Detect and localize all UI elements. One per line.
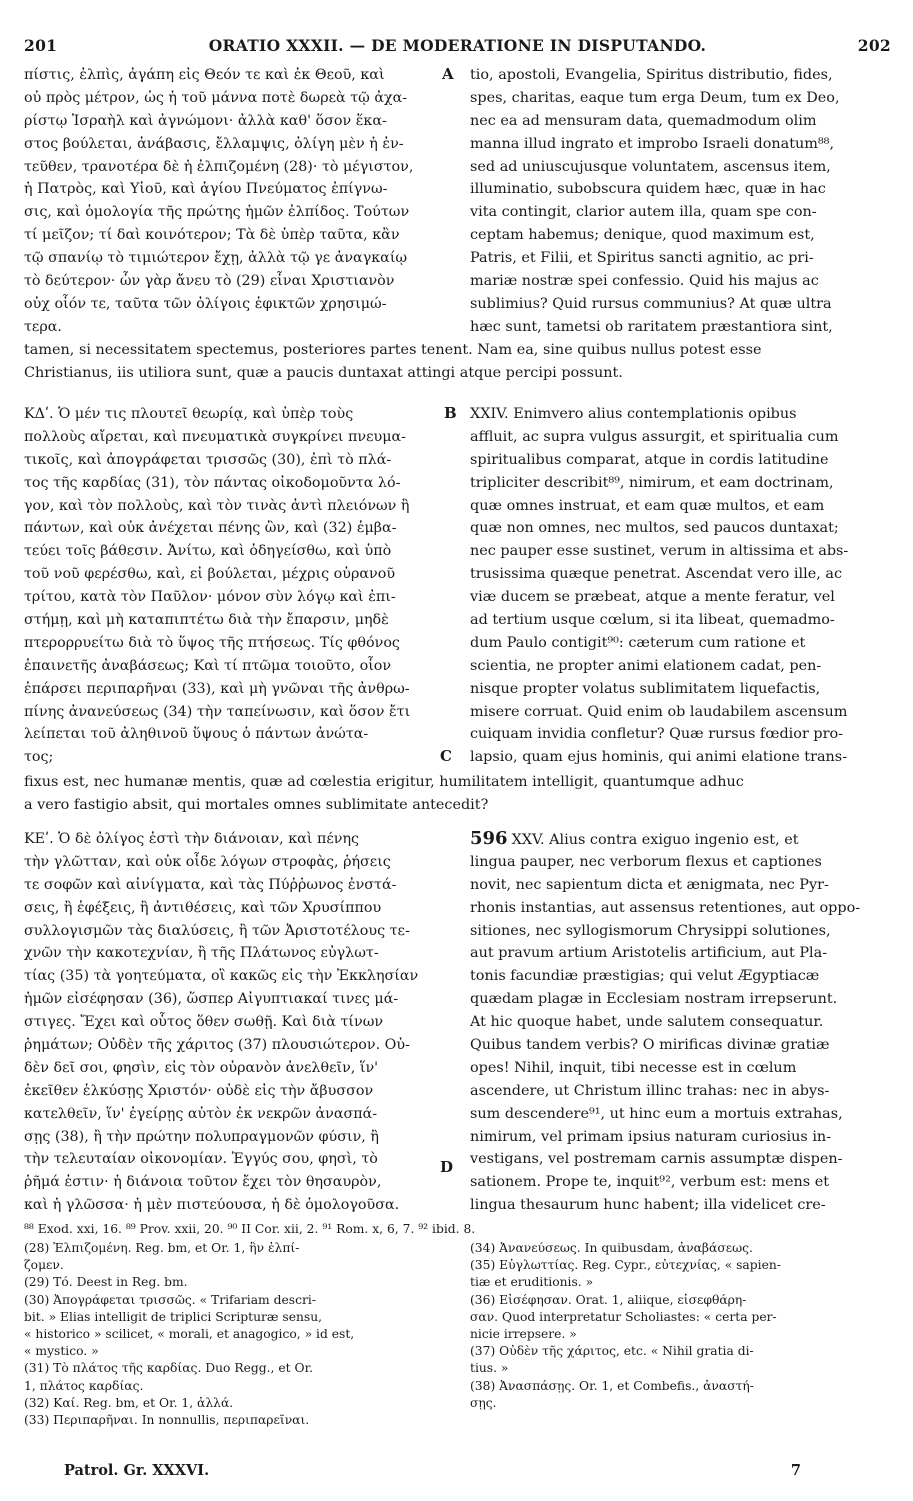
text-line: πίνης ἀνανεύσεως (34) τὴν ταπείνωσιν, καὶ ὅσον ἔτι [24,703,411,720]
text-line: lapsio, quam ejus hominis, qui animi elatione trans- [470,749,848,766]
text-line: τῷ σπανίῳ τὸ τιμιώτερον ἔχῃ, ἀλλὰ τῷ γε ἀναγκαίῳ [24,250,408,267]
text-line: ascendere, ut Christum illinc trahas: nec in abys- [470,1082,830,1099]
text-line: ἐκεῖθεν ἑλκύσῃς Χριστόν· οὐδὲ εἰς τὴν ἄβυσσον [24,1082,374,1099]
text-line: Christianus, iis utiliora sunt, quæ a paucis duntaxat attingi atque percipi possunt. [24,364,623,381]
text-line: lingua thesaurum hunc habent; illa videlicet cre- [470,1197,826,1214]
greek-text-section-1 [24,64,452,339]
text-line: (33) Περιπαρῆναι. In nonnullis, περιπαρεῖναι. [24,1412,310,1427]
margin-letter-d: D [440,1158,454,1176]
text-line: πάντων, καὶ οὐκ ἀνέχεται πένης ὢν, καὶ (32) ἐμβα- [24,520,397,537]
text-line: (32) Καί. Reg. bm, et Or. 1, ἀλλά. [24,1395,234,1410]
text-line: quædam plagæ in Ecclesiam nostram irrepserunt. [470,991,838,1008]
text-line: στιγες. Ἔχει καὶ οὗτος ὅθεν σωθῇ. Καὶ διὰ τίνων [24,1014,384,1031]
text-line [470,828,898,851]
text-line: τὴν γλῶτταν, καὶ οὐκ οἶδε λόγων στροφὰς, ῥήσεις [24,853,391,870]
text-line: lingua pauper, nec verborum flexus et captiones [470,853,822,870]
text-line: ῥημάτων; Οὐδὲν τῆς χάριτος (37) πλουσιώτερον. Οὐ- [24,1037,410,1054]
footnotes-right [470,1240,898,1412]
footer-signature: 7 [790,1462,801,1479]
text-line: a vero fastigio absit, qui mortales omnes sublimitate antecedit? [24,796,489,813]
text-line: τος; [24,749,54,766]
page-footer [24,1462,891,1486]
text-line: Quibus tandem verbis? O mirificas divinæ gratiæ [470,1037,830,1054]
text-line: ἡ Πατρὸς, καὶ Υἱοῦ, καὶ ἁγίου Πνεύματος ἐπίγνω- [24,181,388,198]
text-line: ΚΔʹ. Ὁ μέν τις πλουτεῖ θεωρίᾳ, καὶ ὑπὲρ τοὺς [24,406,354,422]
text-line: τί μεῖζον; τί δαὶ κοινότερον; Τὰ δὲ ὑπὲρ ταῦτα, κἂν [24,227,400,244]
text-line: ΚΕʹ. Ὁ δὲ ὀλίγος ἐστὶ τὴν διάνοιαν, καὶ πένης [24,831,360,847]
text-line: quæ omnes instruat, et eam quæ multos, et eam [470,497,825,514]
text-line: misere corruat. Quid enim ob laudabilem ascensum [470,703,848,720]
text-line: nicie irrepsere. » [470,1326,577,1341]
greek-text-section-3 [24,828,452,1217]
text-line: ρίστῳ Ἰσραὴλ καὶ ἀγνώμονι· ἀλλὰ καθ' ὅσον ἕκα- [24,112,387,129]
margin-letter-a: A [442,65,454,83]
text-line: ἐπάρσει περιπαρῆναι (33), καὶ μὴ γνῶναι τῆς ἀνθρω- [24,680,410,697]
text-line: Patris, et Filii, et Spiritus sancti agnitio, ac pri- [470,250,814,267]
text-line: οὐχ οἷόν τε, ταῦτα τῶν ὀλίγοις ἐφικτῶν χρησιμώ- [24,295,387,312]
text-line: τοῦ νοῦ φερέσθω, καὶ, εἰ βούλεται, μέχρις οὐρανοῦ [24,566,396,583]
text-line: sitiones, nec syllogismorum Chrysippi solutiones, [470,922,831,939]
text-line: 1, πλάτος καρδίας. [24,1378,144,1393]
text-line: viæ ducem se præbeat, atque a mente feratur, vel [470,589,835,606]
margin-letter-c: C [440,747,452,765]
text-line: (30) Ἀπογράφεται τρισσῶς. « Trifariam descri- [24,1292,316,1307]
text-line: σις, καὶ ὁμολογία τῆς πρώτης ἡμῶν ἐλπίδος. Τούτων [24,204,410,221]
text-line: συλλογισμῶν τὰς διαλύσεις, ἢ τῶν Ἀριστοτέλους τε- [24,922,410,939]
text-line: XXIV. Enimvero alius contemplationis opibus [470,406,797,422]
text-line: στήμῃ, καὶ μὴ καταπιπτέτω διὰ τὴν ἔπαρσιν, μηδὲ [24,612,389,629]
text-line: τὸ δεύτερον· ὧν γὰρ ἄνευ τὸ (29) εἶναι Χριστιανὸν [24,273,395,290]
text-line: χνῶν τὴν κακοτεχνίαν, ἢ τῆς Πλάτωνος εὐγλωτ- [24,945,379,962]
text-line: ῥῆμά ἐστιν· ἡ διάνοια τοῦτον ἔχει τὸν θησαυρὸν, [24,1174,382,1191]
text-line: tripliciter describit⁸⁹, nimirum, et eam doctrinam, [470,474,834,491]
text-line: σῃς (38), ἢ τὴν πρώτην πολυπραγμονῶν φύσιν, ἢ [24,1128,379,1145]
text-line: cuiquam invidia confletur? Quæ rursus fœdior pro- [470,726,844,743]
text-line: vita contingit, clarior autem illa, quam spe con- [470,204,817,221]
text-line: δὲν δεῖ σοι, φησὶν, εἰς τὸν οὐρανὸν ἀνελθεῖν, ἵν' [24,1059,379,1076]
text-line: spiritualibus comparat, atque in cordis latitudine [470,451,829,468]
latin-text-section-1 [470,64,898,339]
text-line: quæ non omnes, nec multos, sed paucos duntaxat; [470,520,839,537]
text-line: στος βούλεται, ἀνάβασις, ἔλλαμψις, ὀλίγη μὲν ἡ ἐν- [24,135,404,152]
text-line: τίας (35) τὰ γοητεύματα, οἳ κακῶς εἰς τὴν Ἐκκλησίαν [24,968,419,985]
text-line: nec pauper esse sustinet, verum in altissima et abs- [470,543,849,560]
text-line: σεις, ἢ ἐφέξεις, ἢ ἀντιθέσεις, καὶ τῶν Χρυσίππου [24,899,382,916]
text-line: « historico » scilicet, « morali, et anagogico, » id est, [24,1326,355,1341]
right-page-number: 202 [857,36,891,55]
text-line: τὴν τελευταίαν οἰκονομίαν. Ἐγγύς σου, φησὶ, τὸ [24,1151,378,1168]
text-line: (28) Ἐλπιζομένη. Reg. bm, et Or. 1, ἣν ἐλπί- [24,1241,300,1255]
text-line: τος τῆς καρδίας (31), τὸν πάντας οἰκοδομοῦντα λό- [24,474,401,491]
greek-text-section-2 [24,403,452,769]
text-line: vestigans, vel postremam carnis assumptæ dispen- [470,1151,843,1168]
text-line: novit, nec sapientum dicta et ænigmata, nec Pyr- [470,876,829,893]
text-line: ad tertium usque cœlum, si ita libeat, quemadmo- [470,612,835,629]
text-line: « mystico. » [24,1344,99,1359]
text-line: nisque propter volatus sublimitatem liquefactis, [470,680,821,697]
text-line: trusissima quæque penetrat. Ascendat vero ille, ac [470,566,842,583]
text-line: (38) Ἀνασπάσῃς. Or. 1, et Combefis., ἀναστή- [470,1378,754,1393]
text-line: τικοῖς, καὶ ἀπογράφεται τρισσῶς (30), ἐπὶ τὸ πλά- [24,451,392,468]
text-line: tonis facundiæ præstigias; qui velut Ægyptiacæ [470,968,820,985]
text-line: illuminatio, subobscura quidem hæc, quæ in hac [470,181,826,198]
latin-full-width-2 [24,771,898,817]
left-page-number: 201 [24,36,58,55]
text-line: rhonis instantias, aut assensus retentiones, aut oppo- [470,899,861,916]
text-line: opes! Nihil, inquit, tibi necesse est in cœlum [470,1059,797,1076]
text-line: sationem. Prope te, inquit⁹², verbum est: mens et [470,1174,830,1191]
text-line: nec ea ad mensuram data, quemadmodum olim [470,112,817,129]
footnotes-left [24,1240,454,1429]
text-line: scientia, ne propter animi elationem cadat, pen- [470,657,822,674]
text-line: πτερορρυείτω διὰ τὸ ὕψος τῆς πτήσεως. Τίς φθόνος [24,634,400,651]
text-line: (31) Τὸ πλάτος τῆς καρδίας. Duo Regg., et Or. [24,1361,314,1376]
text-line: sum descendere⁹¹, ut hinc eum a mortuis extrahas, [470,1105,843,1122]
text-line: τεῦθεν, τρανοτέρα δὲ ἡ ἐλπιζομένη (28)· τὸ μέγιστον, [24,158,414,175]
text-line: (35) Εὐγλωττίας. Reg. Cypr., εὐτεχνίας, « sapien- [470,1258,781,1273]
biblical-reference-line: ⁸⁸ Exod. xxi, 16. ⁸⁹ Prov. xxii, 20. ⁹⁰ II Cor. xii, 2. ⁹¹ Rom. x, 6, 7. ⁹² ibid. 8. [24,1222,476,1236]
text-line: πολλοὺς αἴρεται, καὶ πνευματικὰ συγκρίνει πνευμα- [24,428,406,445]
text-line: ἡμῶν εἰσέφησαν (36), ὥσπερ Αἰγυπτιακαί τινες μά- [24,991,399,1008]
text-line: (37) Οὐδὲν τῆς χάριτος, etc. « Nihil gratia di- [470,1344,754,1359]
text-line: πίστις, ἐλπὶς, ἀγάπη εἰς Θεόν τε καὶ ἐκ Θεοῦ, καὶ [24,67,385,83]
text-line: ceptam habemus; denique, quod maximum est, [470,227,815,244]
text-line: affluit, ac supra vulgus assurgit, et spiritualia cum [470,428,839,445]
text-line: τεύει τοῖς βάθεσιν. Ἀνίτω, καὶ ὁδηγείσθω, καὶ ὑπὸ [24,543,392,560]
footer-volume: Patrol. Gr. XXXVI. [64,1462,210,1479]
text-line: bit. » Elias intelligit de triplici Scripturæ sensu, [24,1309,323,1324]
text-line-content: XXV. Alius contra exiguo ingenio est, et [511,832,799,848]
text-line: sed ad uniuscujusque voluntatem, ascensus item, [470,158,831,175]
text-line: τερα. [24,318,62,335]
text-line: tiæ et eruditionis. » [470,1275,594,1290]
text-line: λείπεται τοῦ ἀληθινοῦ ὕψους ὁ πάντων ἀνώτα- [24,726,369,743]
text-line: tamen, si necessitatem spectemus, posteriores partes tenent. Nam ea, sine quibus nullus potest esse [24,342,762,358]
text-line: tius. » [470,1361,509,1376]
column-number: 596 [470,828,508,849]
text-line: ζομεν. [24,1258,64,1273]
text-line: dum Paulo contigit⁹⁰: cæterum cum ratione et [470,634,806,651]
text-line: (36) Εἰσέφησαν. Orat. 1, aliique, εἰσεφθάρη- [470,1292,747,1307]
text-line: tio, apostoli, Evangelia, Spiritus distributio, fides, [470,67,833,83]
text-line: γον, καὶ τὸν πολλοὺς, καὶ τὸν τινὰς ἀντὶ πλειόνων ἢ [24,497,410,514]
text-line: At hic quoque habet, unde salutem consequatur. [470,1014,824,1031]
text-line: mariæ nostræ spei confessio. Quid his majus ac [470,273,819,290]
margin-letter-b: B [444,404,457,422]
running-header [24,36,891,58]
text-line: τε σοφῶν καὶ αἰνίγματα, καὶ τὰς Πύῤῥωνος ἐνστά- [24,876,397,893]
running-title: ORATIO XXXII. — DE MODERATIONE IN DISPUTANDO. [208,36,707,55]
text-line: aut pravum artium Aristotelis artificium, aut Pla- [470,945,828,962]
latin-full-width-1 [24,339,898,385]
text-line: τρίτου, κατὰ τὸν Παῦλον· μόνον σὺν λόγῳ καὶ ἐπι- [24,589,396,606]
text-line: sublimius? Quid rursus communius? At quæ ultra [470,295,832,312]
text-line: (34) Ἀνανεύσεως. In quibusdam, ἀναβάσεως. [470,1241,753,1255]
latin-text-section-3 [470,828,898,1217]
latin-text-section-2 [470,403,898,769]
biblical-references [24,1220,898,1238]
text-line: nimirum, vel primam ipsius naturam curiosius in- [470,1128,832,1145]
text-line: σαν. Quod interpretatur Scholiastes: « certa per- [470,1309,777,1324]
text-line: κατελθεῖν, ἵν' ἐγείρῃς αὐτὸν ἐκ νεκρῶν ἀνασπά- [24,1105,378,1122]
text-line: hæc sunt, tametsi ob raritatem præstantiora sint, [470,318,833,335]
text-line: manna illud ingrato et improbo Israeli donatum⁸⁸, [470,135,835,152]
text-line: ἐπαινετῆς ἀναβάσεως; Καὶ τί πτῶμα τοιοῦτο, οἷον [24,657,392,674]
text-line: (29) Τό. Deest in Reg. bm. [24,1275,188,1290]
text-line: σῃς. [470,1395,497,1410]
text-line: fixus est, nec humanæ mentis, quæ ad cœlestia erigitur, humilitatem intelligit, quantumque adhuc [24,774,744,790]
text-line: καὶ ἡ γλῶσσα· ἡ μὲν πιστεύουσα, ἡ δὲ ὁμολογοῦσα. [24,1197,400,1214]
text-line: οὐ πρὸς μέτρον, ὡς ἡ τοῦ μάννα ποτὲ δωρεὰ τῷ ἀχα- [24,89,408,106]
text-line: spes, charitas, eaque tum erga Deum, tum ex Deo, [470,89,840,106]
